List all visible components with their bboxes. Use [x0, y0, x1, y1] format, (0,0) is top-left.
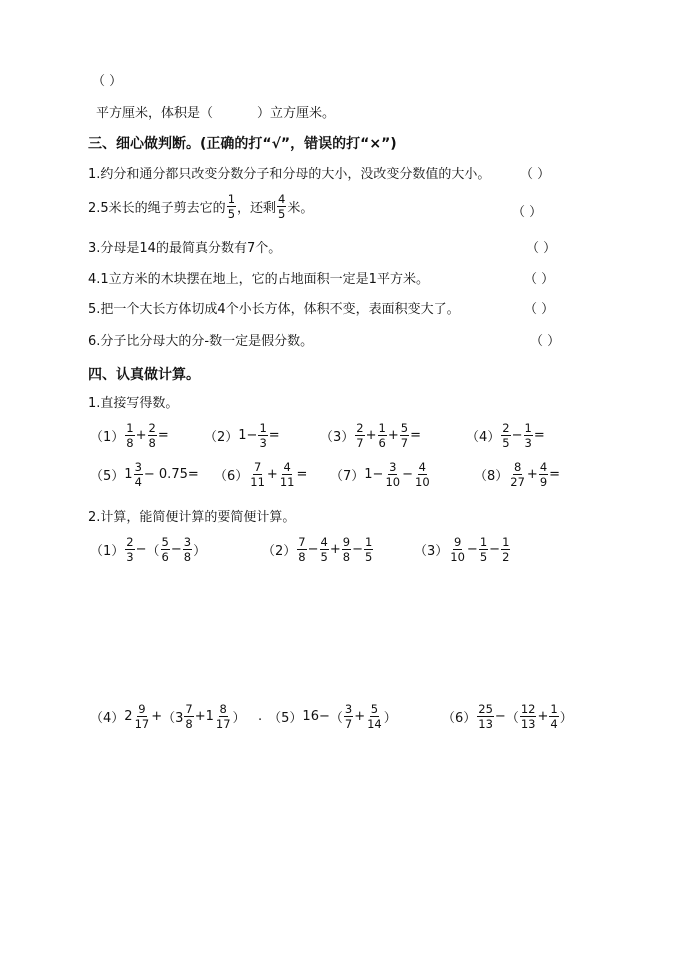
fraction: $\frac{4}{5}$	[278, 192, 286, 221]
judge-paren-6[interactable]: （ ）	[530, 334, 561, 349]
calc-item-6: （6） $\frac{7}{11}$ + $\frac{4}{11}$ =	[214, 460, 308, 489]
calc-item-5: （5） 1 $\frac{3}{4}$ − 0.75=	[90, 460, 199, 489]
judge-item-3: 3.分母是14的最简真分数有7个。	[88, 241, 282, 256]
volume-line: 平方厘米，体积是（ ）立方厘米。	[96, 106, 336, 121]
simplify-item-3: （3） $\frac{9}{10}$ − $\frac{1}{5}$ − $\frac{1}{2}$	[414, 535, 510, 564]
fraction: $\frac{1}{5}$	[227, 192, 236, 221]
sub-heading-1: 1.直接写得数。	[88, 396, 179, 411]
judge-item-4: 4.1立方米的木块摆在地上，它的占地面积一定是1平方米。	[88, 272, 429, 287]
judge-paren-5[interactable]: （ ）	[524, 302, 555, 317]
simplify-item-6: （6） $\frac{25}{13}$ − （ $\frac{12}{13}$ + $\frac{1}{4}$ ）	[442, 702, 573, 731]
simplify-item-2: （2） $\frac{7}{8}$ − $\frac{4}{5}$ + $\frac{9}{8}$ − $\frac{1}{5}$	[262, 535, 373, 564]
calc-item-4: （4） $\frac{2}{5}$ − $\frac{1}{3}$ =	[466, 421, 545, 450]
simplify-item-1: （1） $\frac{2}{3}$ − （ $\frac{5}{6}$ − $\frac{3}{8}$ ）	[90, 535, 207, 564]
judge-paren-1[interactable]: （ ）	[520, 167, 551, 182]
calc-item-2: （2） 1− $\frac{1}{3}$ =	[204, 421, 280, 450]
calc-item-1: （1） $\frac{1}{8}$ + $\frac{2}{8}$ =	[90, 421, 169, 450]
simplify-item-5: . （5） 16− （ $\frac{3}{7}$ + $\frac{5}{14}$ ）	[258, 702, 397, 731]
section4-title: 四、认真做计算。	[88, 367, 200, 383]
simplify-item-4: （4） 2 $\frac{9}{17}$ + （3 $\frac{7}{8}$ +1 $\frac{8}{17}$ ）	[90, 702, 246, 731]
judge-paren-3[interactable]: （ ）	[526, 241, 557, 256]
section3-title: 三、细心做判断。(正确的打“√”，错误的打“×”)	[88, 136, 397, 152]
calc-item-7: （7） 1− $\frac{3}{10}$ − $\frac{4}{10}$	[330, 460, 430, 489]
sub-heading-2: 2.计算，能简便计算的要简便计算。	[88, 510, 296, 525]
judge-item-6: 6.分子比分母大的分-数一定是假分数。	[88, 334, 314, 349]
calc-item-3: （3） $\frac{2}{7}$ + $\frac{1}{6}$ + $\frac{5}{7}$ =	[320, 421, 421, 450]
judge-item-5: 5.把一个大长方体切成4个小长方体，体积不变，表面积变大了。	[88, 302, 460, 317]
calc-item-8: （8） $\frac{8}{27}$ + $\frac{4}{9}$ =	[474, 460, 561, 489]
judge-item-2: 2.5米长的绳子剪去它的 $\frac{1}{5}$ ，还剩 $\frac{4}{5}$ 米。	[88, 192, 314, 221]
judge-item-1: 1.约分和通分都只改变分数分子和分母的大小，没改变分数值的大小。	[88, 167, 491, 182]
judge-paren-4[interactable]: （ ）	[524, 272, 555, 287]
answer-blank: （ ）	[92, 74, 123, 89]
judge-paren-2[interactable]: （ ）	[512, 205, 543, 220]
